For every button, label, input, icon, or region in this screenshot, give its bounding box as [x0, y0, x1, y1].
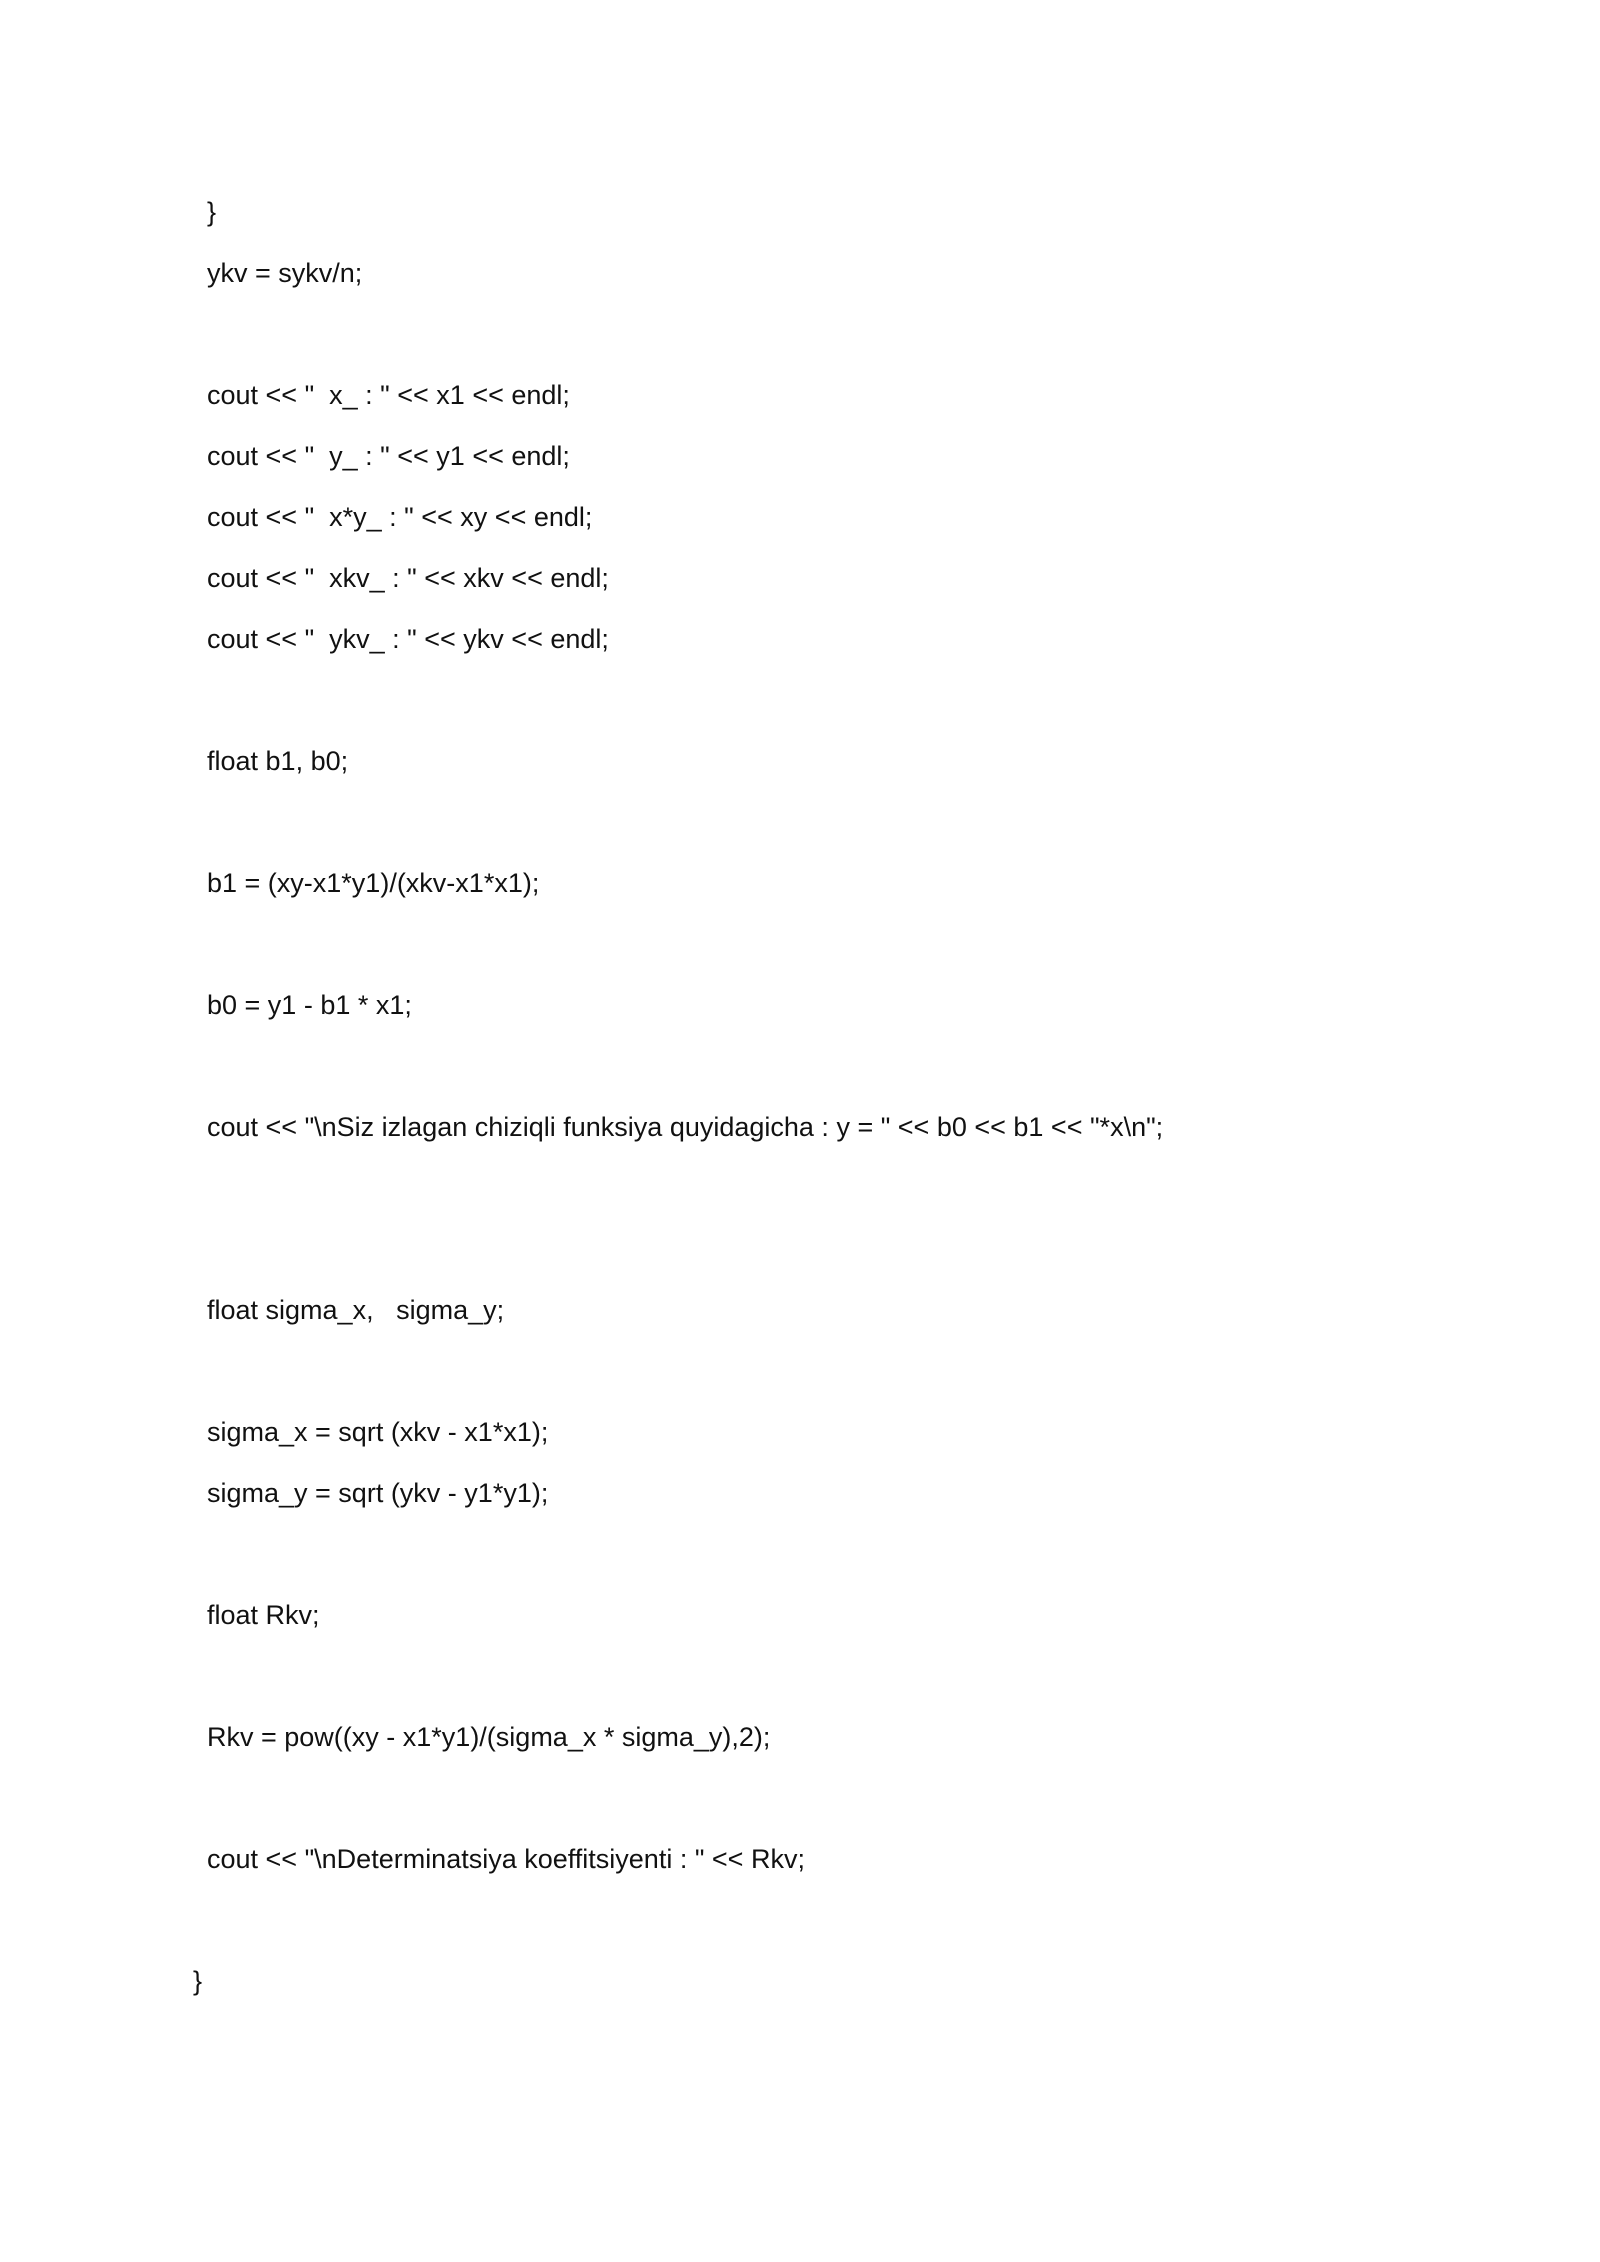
- code-line-ykv-assign: ykv = sykv/n;: [207, 258, 363, 288]
- code-line-cout-ykv: cout << " ykv_ : " << ykv << endl;: [207, 624, 609, 654]
- code-line-float-b1-b0: float b1, b0;: [207, 746, 349, 776]
- code-line-sigma-x-assign: sigma_x = sqrt (xkv - x1*x1);: [207, 1417, 549, 1447]
- code-line-closing-brace-outer: }: [193, 1966, 203, 1996]
- code-line-cout-function: cout << "\nSiz izlagan chiziqli funksiya quyidagicha : y = " << b0 << b1 << "*x\n";: [207, 1112, 1164, 1142]
- code-line-float-sigma: float sigma_x, sigma_y;: [207, 1295, 505, 1325]
- code-line-b0-assign: b0 = y1 - b1 * x1;: [207, 990, 412, 1020]
- code-line-b1-assign: b1 = (xy-x1*y1)/(xkv-x1*x1);: [207, 868, 540, 898]
- code-line-cout-xkv: cout << " xkv_ : " << xkv << endl;: [207, 563, 609, 593]
- code-line-float-rkv: float Rkv;: [207, 1600, 320, 1630]
- code-line-rkv-assign: Rkv = pow((xy - x1*y1)/(sigma_x * sigma_y),2);: [207, 1722, 771, 1752]
- code-line-cout-y: cout << " y_ : " << y1 << endl;: [207, 441, 570, 471]
- code-line-closing-brace-inner: }: [207, 197, 217, 227]
- code-line-cout-xy: cout << " x*y_ : " << xy << endl;: [207, 502, 593, 532]
- code-line-cout-rkv: cout << "\nDeterminatsiya koeffitsiyenti : " << Rkv;: [207, 1844, 805, 1874]
- code-line-sigma-y-assign: sigma_y = sqrt (ykv - y1*y1);: [207, 1478, 549, 1508]
- code-line-cout-x: cout << " x_ : " << x1 << endl;: [207, 380, 570, 410]
